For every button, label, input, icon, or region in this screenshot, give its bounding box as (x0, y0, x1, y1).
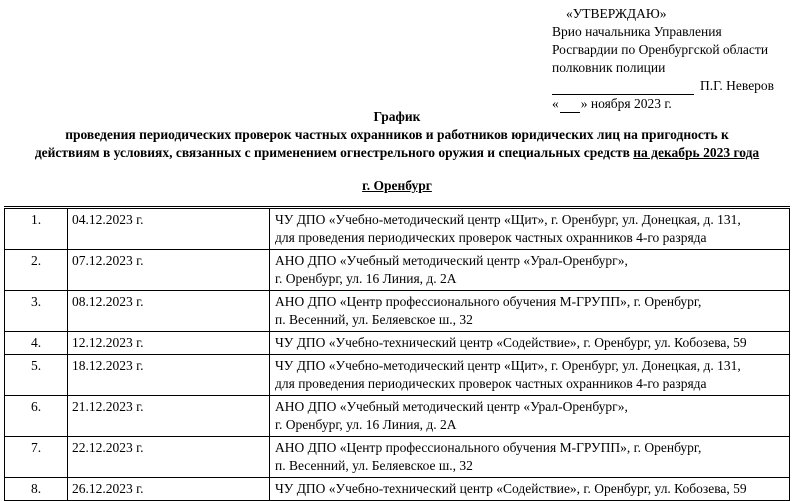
organization-line2: г. Оренбург, ул. 16 Линия, д. 2А (275, 271, 457, 286)
row-number: 8. (5, 478, 68, 501)
schedule-table (4, 206, 790, 501)
row-organization (270, 332, 790, 355)
row-organization (270, 208, 790, 250)
organization-line2: для проведения периодических проверок частных охранников 4-го разряда (275, 230, 707, 245)
row-organization (270, 437, 790, 478)
table-row (5, 355, 790, 396)
row-date: 07.12.2023 г. (68, 250, 270, 291)
organization-line2: г. Оренбург, ул. 16 Линия, д. 2А (275, 417, 457, 432)
organization-line2: п. Весенний, ул. Беляевское ш., 32 (275, 312, 473, 327)
row-date: 18.12.2023 г. (68, 355, 270, 396)
organization-line1: ЧУ ДПО «Учебно-технический центр «Содействие», г. Оренбург, ул. Кобозева, 59 (275, 335, 747, 350)
document-title: График (373, 109, 421, 124)
row-number: 5. (5, 355, 68, 396)
table-row (5, 437, 790, 478)
document-subtitle-line2 (0, 144, 794, 162)
signature-line (552, 77, 792, 95)
row-number: 3. (5, 291, 68, 332)
table-row (5, 396, 790, 437)
row-date: 08.12.2023 г. (68, 291, 270, 332)
table-row (5, 291, 790, 332)
table-row (5, 478, 790, 501)
approval-rank: полковник полиции (552, 60, 666, 75)
date-open-quote: « (552, 96, 559, 111)
organization-line1: АНО ДПО «Учебный методический центр «Урал-Оренбург», (275, 253, 628, 268)
row-number: 4. (5, 332, 68, 355)
row-number: 1. (5, 208, 68, 250)
city-heading: г. Оренбург (362, 178, 432, 193)
row-date: 04.12.2023 г. (68, 208, 270, 250)
approval-position: Врио начальника Управления (552, 24, 722, 39)
table-row (5, 250, 790, 291)
date-month-year: » ноября 2023 г. (580, 96, 672, 111)
row-organization (270, 355, 790, 396)
document-subtitle-line1: проведения периодических проверок частных охранников и работников юридических лиц на пригодность к (65, 127, 729, 142)
organization-line1: ЧУ ДПО «Учебно-методический центр «Щит», г. Оренбург, ул. Донецкая, д. 131, (275, 212, 741, 227)
organization-line1: АНО ДПО «Центр профессионального обучения М-ГРУПП», г. Оренбург, (275, 440, 702, 455)
organization-line1: ЧУ ДПО «Учебно-методический центр «Щит», г. Оренбург, ул. Донецкая, д. 131, (275, 358, 741, 373)
signature-blank (552, 80, 694, 95)
approval-heading: «УТВЕРЖДАЮ» (566, 6, 667, 21)
organization-line2: п. Весенний, ул. Беляевское ш., 32 (275, 458, 473, 473)
subtitle-main: действиям в условиях, связанных с применением огнестрельного оружия и специальных средств (34, 145, 630, 160)
table-row (5, 208, 790, 250)
table-row (5, 332, 790, 355)
row-date: 21.12.2023 г. (68, 396, 270, 437)
row-date: 22.12.2023 г. (68, 437, 270, 478)
organization-line1: ЧУ ДПО «Учебно-технический центр «Содействие», г. Оренбург, ул. Кобозева, 59 (275, 481, 747, 496)
approval-department: Росгвардии по Оренбургской области (552, 42, 769, 57)
row-number: 7. (5, 437, 68, 478)
row-organization (270, 396, 790, 437)
row-number: 2. (5, 250, 68, 291)
organization-line1: АНО ДПО «Учебный методический центр «Урал-Оренбург», (275, 399, 628, 414)
row-organization (270, 291, 790, 332)
subtitle-period: на декабрь 2023 года (633, 145, 760, 160)
row-organization (270, 250, 790, 291)
signatory-name: П.Г. Неверов (700, 78, 775, 93)
row-organization (270, 478, 790, 501)
row-date: 26.12.2023 г. (68, 478, 270, 501)
row-date: 12.12.2023 г. (68, 332, 270, 355)
row-number: 6. (5, 396, 68, 437)
organization-line1: АНО ДПО «Центр профессионального обучения М-ГРУПП», г. Оренбург, (275, 294, 702, 309)
organization-line2: для проведения периодических проверок частных охранников 4-го разряда (275, 376, 707, 391)
approval-block (552, 5, 792, 113)
